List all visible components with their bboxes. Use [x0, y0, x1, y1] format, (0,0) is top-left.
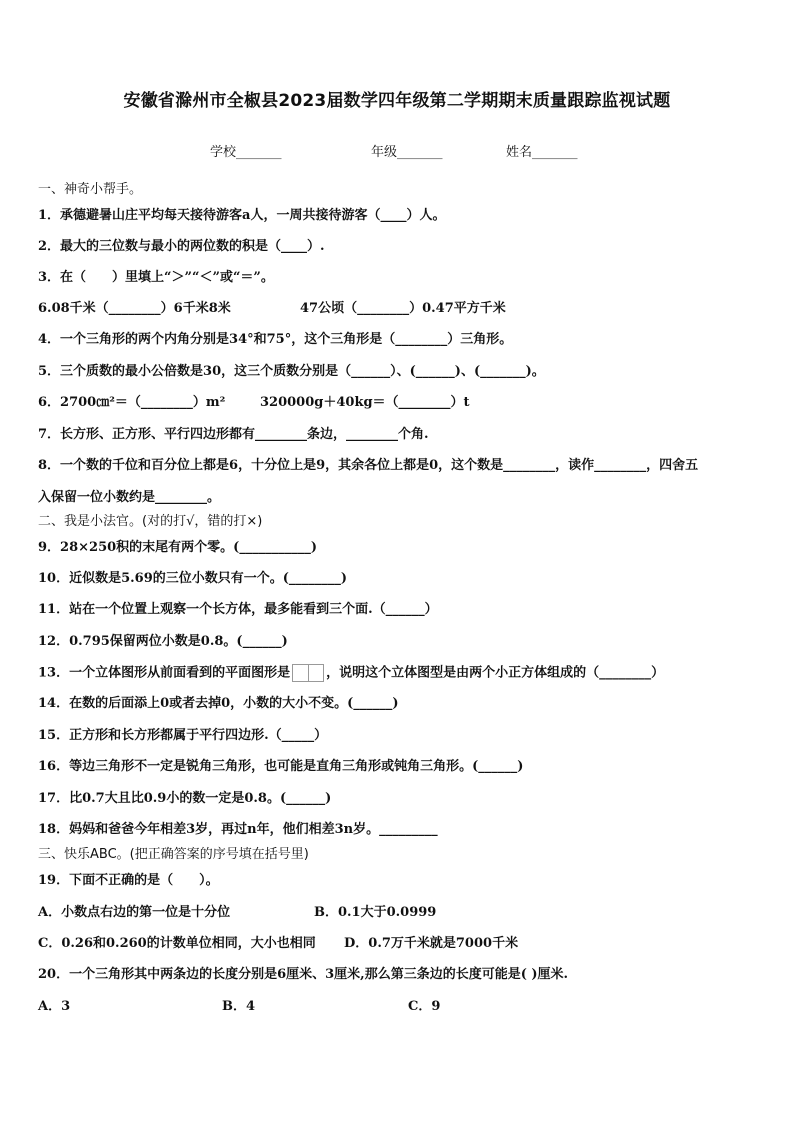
question-6-part-b: 320000g＋40kg＝（________）t: [260, 395, 470, 410]
question-8-line-2: 入保留一位小数约是________。: [38, 490, 221, 505]
question-19-options-cd: [38, 935, 768, 953]
question-19: 19．下面不正确的是（ ）。: [38, 873, 219, 888]
question-20-option-c: C．9: [408, 999, 441, 1014]
question-3-items: [38, 300, 768, 318]
question-19-option-c: C．0.26和0.260的计数单位相同，大小也相同: [38, 936, 316, 951]
name-field[interactable]: 姓名_______: [506, 145, 578, 160]
question-11: 11．站在一个位置上观察一个长方体，最多能看到三个面.（______）: [38, 602, 438, 617]
question-16: 16．等边三角形不一定是锐角三角形，也可能是直角三角形或钝角三角形。(______): [38, 759, 524, 774]
question-7: 7．长方形、正方形、平行四边形都有________条边，________个角.: [38, 427, 429, 442]
question-13: [38, 664, 768, 683]
school-field[interactable]: 学校_______: [210, 145, 282, 160]
question-2: 2．最大的三位数与最小的两位数的积是（____）.: [38, 239, 325, 254]
question-1: 1．承德避暑山庄平均每天接待游客a人，一周共接待游客（____）人。: [38, 208, 446, 223]
question-20-option-a: A．3: [38, 999, 71, 1014]
question-13-text-b: ，说明这个立体图型是由两个小正方体组成的（________）: [326, 665, 665, 681]
question-6-part-a: 6．2700㎝²＝（________）m²: [38, 395, 226, 410]
section-1-heading: 一、神奇小帮手。: [38, 182, 143, 197]
question-17: 17．比0.7大且比0.9小的数一定是0.8。(______): [38, 791, 332, 806]
question-4: 4．一个三角形的两个内角分别是34°和75°，这个三角形是（________）三角形。: [38, 332, 513, 347]
question-19-options-ab: [38, 904, 768, 922]
two-cube-front-view-figure: [292, 664, 324, 682]
question-3: 3．在（ ）里填上“＞”“＜”或“＝”。: [38, 270, 274, 285]
section-3-heading: 三、快乐ABC。(把正确答案的序号填在括号里): [38, 847, 309, 862]
grade-field[interactable]: 年级_______: [371, 145, 443, 160]
question-14: 14．在数的后面添上0或者去掉0，小数的大小不变。(______): [38, 696, 399, 711]
question-20: 20．一个三角形其中两条边的长度分别是6厘米、3厘米,那么第三条边的长度可能是( )厘米.: [38, 967, 569, 982]
question-20-option-b: B．4: [222, 999, 256, 1014]
page-title: 安徽省滁州市全椒县2023届数学四年级第二学期期末质量跟踪监视试题: [123, 91, 671, 111]
question-13-text-a: 13．一个立体图形从前面看到的平面图形是: [38, 665, 291, 681]
question-10: 10．近似数是5.69的三位小数只有一个。(________): [38, 571, 348, 586]
question-19-option-b: B．0.1大于0.0999: [314, 905, 437, 920]
question-3-item-b: 47公顷（________）0.47平方千米: [300, 301, 506, 316]
question-3-item-a: 6.08千米（________）6千米8米: [38, 301, 231, 316]
question-12: 12．0.795保留两位小数是0.8。(______): [38, 634, 288, 649]
section-2-heading: 二、我是小法官。(对的打√，错的打×): [38, 514, 263, 529]
question-15: 15．正方形和长方形都属于平行四边形.（_____）: [38, 728, 328, 743]
question-9: 9．28×250积的末尾有两个零。(___________): [38, 540, 317, 555]
question-8-line-1: 8．一个数的千位和百分位上都是6，十分位上是9，其余各位上都是0，这个数是________，读作________，四舍五: [38, 458, 699, 473]
question-19-option-d: D．0.7万千米就是7000千米: [344, 936, 519, 951]
question-20-options: [38, 998, 768, 1016]
question-6: [38, 394, 768, 412]
question-19-option-a: A．小数点右边的第一位是十分位: [38, 905, 231, 920]
question-18: 18．妈妈和爸爸今年相差3岁，再过n年，他们相差3n岁。_________: [38, 822, 438, 837]
question-5: 5．三个质数的最小公倍数是30，这三个质数分别是（______）、(______)、(_______)。: [38, 364, 545, 379]
